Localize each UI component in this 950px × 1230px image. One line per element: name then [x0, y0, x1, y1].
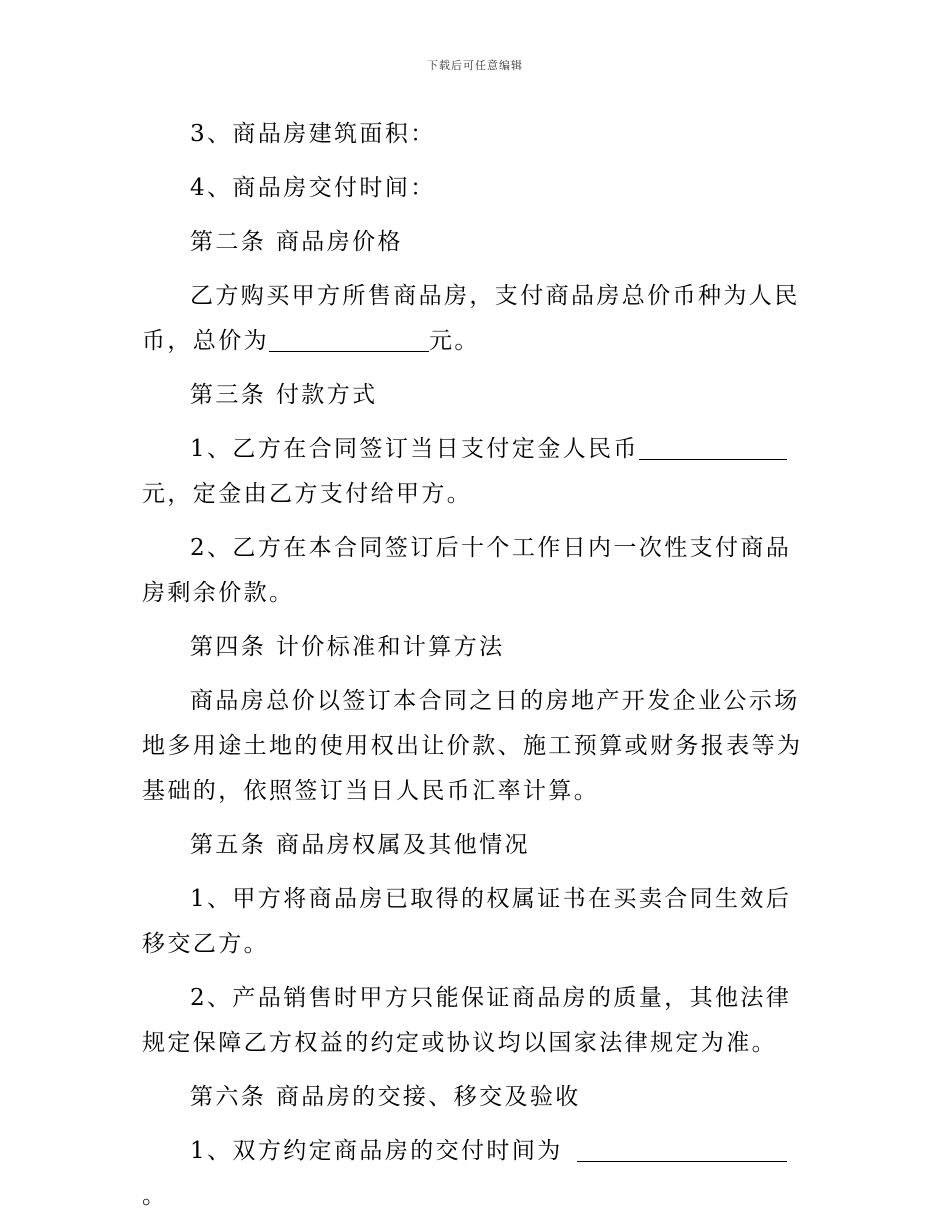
deposit-amount-blank	[639, 431, 787, 460]
document-body	[142, 112, 810, 1228]
deposit-text-tail: 元，定金由乙方支付给甲方。	[142, 481, 473, 507]
article-6-heading: 第六条 商品房的交接、移交及验收	[190, 1084, 581, 1110]
delivery-date-blank	[577, 1133, 787, 1162]
article-3-heading: 第三条 付款方式	[190, 382, 378, 408]
delivery-text: 1、双方约定商品房的交付时间为	[190, 1138, 563, 1164]
article-4-body: 商品房总价以签订本合同之日的房地产开发企业公示场地多用途土地的使用权出让价款、施工预算或财务报表等为基础的，依照签订当日人民币汇率计算。	[142, 688, 803, 804]
clause-item-floor-area: 3、商品房建筑面积：	[190, 121, 436, 147]
delivery-text-tail: 。	[142, 1183, 168, 1209]
article-2-body	[142, 274, 810, 364]
total-price-blank	[269, 323, 429, 352]
article-6-item-1	[142, 1129, 810, 1219]
price-unit: 元。	[429, 328, 480, 354]
price-text: 乙方购买甲方所售商品房，支付商品房总价币种为人民币，总价为	[142, 283, 800, 354]
article-3-item-1	[142, 427, 810, 517]
page-header: 下载后可任意编辑	[427, 59, 523, 72]
article-5-heading: 第五条 商品房权属及其他情况	[190, 832, 530, 858]
article-3-item-2: 2、乙方在本合同签订后十个工作日内一次性支付商品房剩余价款。	[142, 535, 792, 606]
article-4-heading: 第四条 计价标准和计算方法	[190, 634, 505, 660]
clause-item-delivery-time: 4、商品房交付时间：	[190, 175, 436, 201]
article-2-heading: 第二条 商品房价格	[190, 229, 403, 255]
deposit-text: 1、乙方在合同签订当日支付定金人民币	[190, 436, 639, 462]
article-5-item-1: 1、甲方将商品房已取得的权属证书在买卖合同生效后移交乙方。	[142, 886, 792, 957]
article-5-item-2: 2、产品销售时甲方只能保证商品房的质量，其他法律规定保障乙方权益的约定或协议均以国家法律规定为准。	[142, 985, 792, 1056]
